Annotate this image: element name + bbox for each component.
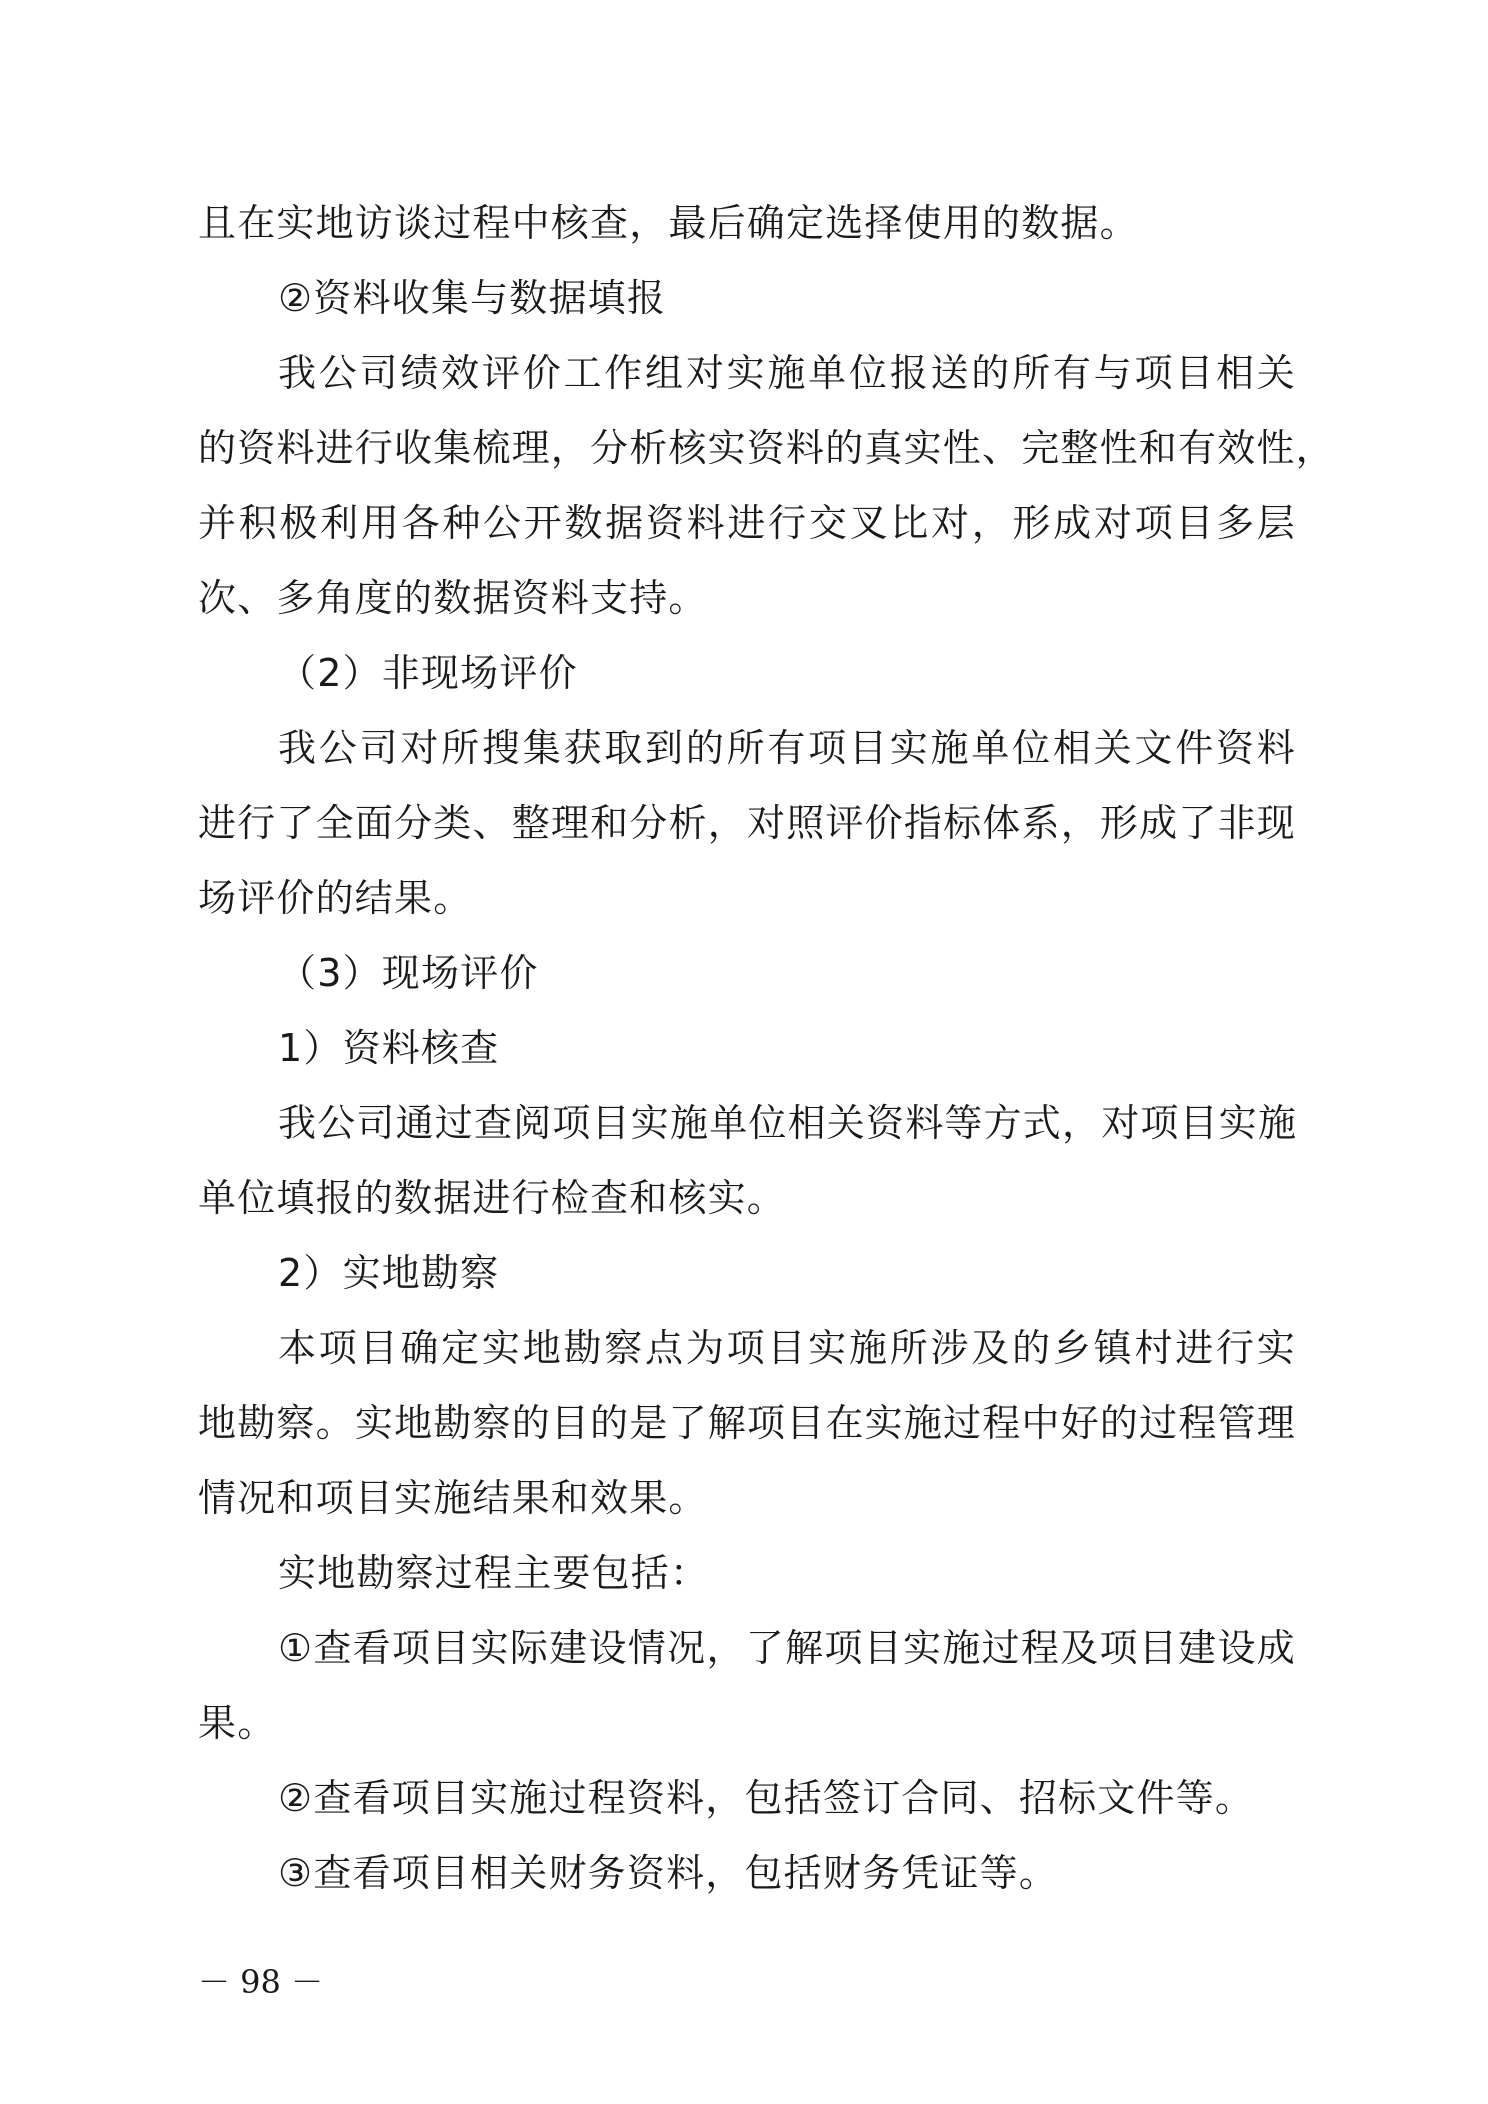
paragraph-line: 并积极利用各种公开数据资料进行交叉比对，形成对项目多层 (198, 501, 1296, 545)
paragraph-line: 本项目确定实地勘察点为项目实施所涉及的乡镇村进行实 (278, 1326, 1296, 1370)
paragraph-line: 单位填报的数据进行检查和核实。 (198, 1176, 787, 1220)
subheading-document-review: 1）资料核查 (278, 1026, 500, 1070)
paragraph-line: 情况和项目实施结果和效果。 (198, 1476, 708, 1520)
paragraph-line: 进行了全面分类、整理和分析，对照评价指标体系，形成了非现 (198, 801, 1296, 845)
list-item: ③查看项目相关财务资料，包括财务凭证等。 (278, 1851, 1059, 1895)
paragraph-line: 的资料进行收集梳理，分析核实资料的真实性、完整性和有效性， (198, 426, 1335, 470)
paragraph-line: 场评价的结果。 (198, 876, 473, 920)
paragraph-line: 实地勘察过程主要包括： (278, 1551, 710, 1595)
body-text (198, 186, 1335, 1911)
subheading-site-survey: 2）实地勘察 (278, 1251, 500, 1295)
paragraph-line: 次、多角度的数据资料支持。 (198, 576, 708, 620)
subheading-onsite-evaluation: （3）现场评价 (278, 951, 539, 995)
list-item: ②查看项目实施过程资料，包括签订合同、招标文件等。 (278, 1776, 1255, 1820)
paragraph-line: 且在实地访谈过程中核查，最后确定选择使用的数据。 (198, 201, 1139, 245)
paragraph-line: 我公司对所搜集获取到的所有项目实施单位相关文件资料 (278, 726, 1296, 770)
subheading-offsite-evaluation: （2）非现场评价 (278, 651, 578, 695)
page-number: － 98 － (198, 1963, 324, 2001)
list-item: ①查看项目实际建设情况，了解项目实施过程及项目建设成 (278, 1626, 1296, 1670)
subheading-data-collection: ②资料收集与数据填报 (278, 276, 667, 320)
paragraph-line: 我公司绩效评价工作组对实施单位报送的所有与项目相关 (278, 351, 1296, 395)
paragraph-line: 地勘察。实地勘察的目的是了解项目在实施过程中好的过程管理 (198, 1401, 1296, 1445)
list-item-continuation: 果。 (198, 1701, 277, 1745)
paragraph-line: 我公司通过查阅项目实施单位相关资料等方式，对项目实施 (278, 1101, 1298, 1145)
